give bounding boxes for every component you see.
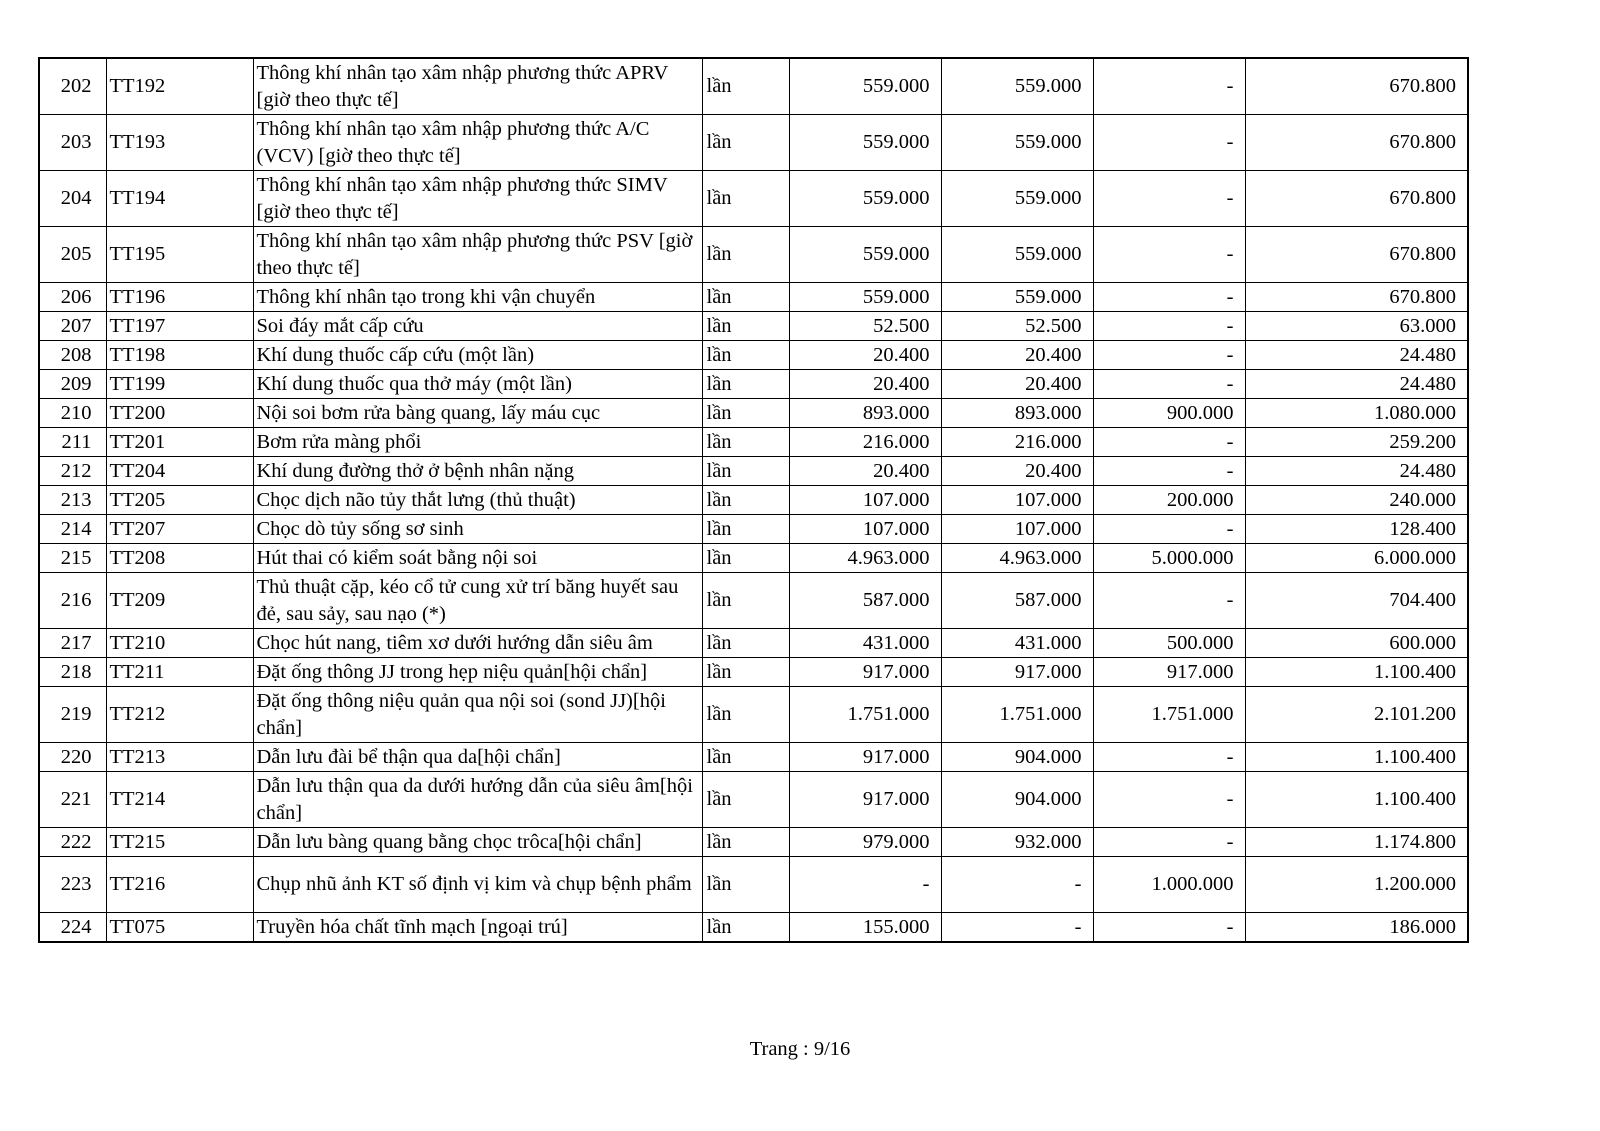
price-4-cell: 128.400 bbox=[1245, 515, 1468, 544]
price-2-cell: - bbox=[941, 913, 1093, 943]
price-4-cell: 240.000 bbox=[1245, 486, 1468, 515]
service-code-cell: TT208 bbox=[106, 544, 253, 573]
row-number-cell: 220 bbox=[39, 743, 106, 772]
unit-cell: lần bbox=[702, 828, 789, 857]
service-name-cell: Đặt ống thông JJ trong hẹp niệu quản[hội chẩn] bbox=[253, 658, 702, 687]
unit-cell: lần bbox=[702, 629, 789, 658]
price-4-cell: 670.800 bbox=[1245, 171, 1468, 227]
price-3-cell: 1.751.000 bbox=[1093, 687, 1245, 743]
price-3-cell: 1.000.000 bbox=[1093, 857, 1245, 913]
table-row bbox=[39, 341, 1468, 370]
service-code-cell: TT194 bbox=[106, 171, 253, 227]
table-row bbox=[39, 58, 1468, 115]
table-row bbox=[39, 573, 1468, 629]
price-4-cell: 1.100.400 bbox=[1245, 772, 1468, 828]
price-2-cell: - bbox=[941, 857, 1093, 913]
price-1-cell: 107.000 bbox=[789, 486, 941, 515]
price-4-cell: 670.800 bbox=[1245, 115, 1468, 171]
price-3-cell: 200.000 bbox=[1093, 486, 1245, 515]
table-row bbox=[39, 399, 1468, 428]
unit-cell: lần bbox=[702, 171, 789, 227]
service-name-cell: Thông khí nhân tạo xâm nhập phương thức APRV [giờ theo thực tế] bbox=[253, 58, 702, 115]
service-code-cell: TT211 bbox=[106, 658, 253, 687]
service-name-cell: Hút thai có kiểm soát bằng nội soi bbox=[253, 544, 702, 573]
row-number-cell: 213 bbox=[39, 486, 106, 515]
service-code-cell: TT212 bbox=[106, 687, 253, 743]
price-2-cell: 559.000 bbox=[941, 283, 1093, 312]
row-number-cell: 205 bbox=[39, 227, 106, 283]
service-code-cell: TT196 bbox=[106, 283, 253, 312]
table-row bbox=[39, 658, 1468, 687]
table-row bbox=[39, 115, 1468, 171]
unit-cell: lần bbox=[702, 283, 789, 312]
service-name-cell: Khí dung thuốc qua thở máy (một lần) bbox=[253, 370, 702, 399]
service-code-cell: TT213 bbox=[106, 743, 253, 772]
service-name-cell: Nội soi bơm rửa bàng quang, lấy máu cục bbox=[253, 399, 702, 428]
table-row bbox=[39, 544, 1468, 573]
unit-cell: lần bbox=[702, 515, 789, 544]
price-3-cell: - bbox=[1093, 772, 1245, 828]
unit-cell: lần bbox=[702, 227, 789, 283]
service-code-cell: TT195 bbox=[106, 227, 253, 283]
unit-cell: lần bbox=[702, 115, 789, 171]
price-2-cell: 20.400 bbox=[941, 370, 1093, 399]
unit-cell: lần bbox=[702, 743, 789, 772]
price-1-cell: 559.000 bbox=[789, 283, 941, 312]
price-1-cell: 20.400 bbox=[789, 341, 941, 370]
table-row bbox=[39, 687, 1468, 743]
service-name-cell: Dẫn lưu đài bể thận qua da[hội chẩn] bbox=[253, 743, 702, 772]
price-1-cell: 559.000 bbox=[789, 58, 941, 115]
row-number-cell: 211 bbox=[39, 428, 106, 457]
row-number-cell: 207 bbox=[39, 312, 106, 341]
price-4-cell: 1.080.000 bbox=[1245, 399, 1468, 428]
service-name-cell: Bơm rửa màng phổi bbox=[253, 428, 702, 457]
price-4-cell: 259.200 bbox=[1245, 428, 1468, 457]
price-3-cell: - bbox=[1093, 515, 1245, 544]
price-1-cell: 979.000 bbox=[789, 828, 941, 857]
price-1-cell: 893.000 bbox=[789, 399, 941, 428]
price-4-cell: 600.000 bbox=[1245, 629, 1468, 658]
price-3-cell: - bbox=[1093, 573, 1245, 629]
price-4-cell: 63.000 bbox=[1245, 312, 1468, 341]
service-code-cell: TT198 bbox=[106, 341, 253, 370]
table-row bbox=[39, 227, 1468, 283]
page-number: Trang : 9/16 bbox=[749, 1038, 851, 1060]
service-code-cell: TT200 bbox=[106, 399, 253, 428]
service-code-cell: TT197 bbox=[106, 312, 253, 341]
price-2-cell: 932.000 bbox=[941, 828, 1093, 857]
price-2-cell: 431.000 bbox=[941, 629, 1093, 658]
price-2-cell: 107.000 bbox=[941, 515, 1093, 544]
price-4-cell: 1.100.400 bbox=[1245, 743, 1468, 772]
price-3-cell: - bbox=[1093, 457, 1245, 486]
row-number-cell: 203 bbox=[39, 115, 106, 171]
service-name-cell: Thông khí nhân tạo xâm nhập phương thức A/C (VCV) [giờ theo thực tế] bbox=[253, 115, 702, 171]
price-3-cell: - bbox=[1093, 913, 1245, 943]
price-2-cell: 559.000 bbox=[941, 58, 1093, 115]
price-1-cell: 917.000 bbox=[789, 743, 941, 772]
table-row bbox=[39, 743, 1468, 772]
price-4-cell: 1.100.400 bbox=[1245, 658, 1468, 687]
price-3-cell: - bbox=[1093, 743, 1245, 772]
price-3-cell: 900.000 bbox=[1093, 399, 1245, 428]
service-code-cell: TT210 bbox=[106, 629, 253, 658]
service-name-cell: Thông khí nhân tạo xâm nhập phương thức PSV [giờ theo thực tế] bbox=[253, 227, 702, 283]
row-number-cell: 215 bbox=[39, 544, 106, 573]
price-4-cell: 24.480 bbox=[1245, 457, 1468, 486]
price-3-cell: 500.000 bbox=[1093, 629, 1245, 658]
price-4-cell: 24.480 bbox=[1245, 341, 1468, 370]
price-1-cell: 107.000 bbox=[789, 515, 941, 544]
unit-cell: lần bbox=[702, 857, 789, 913]
service-name-cell: Thông khí nhân tạo trong khi vận chuyển bbox=[253, 283, 702, 312]
price-1-cell: 52.500 bbox=[789, 312, 941, 341]
service-name-cell: Khí dung thuốc cấp cứu (một lần) bbox=[253, 341, 702, 370]
price-3-cell: 5.000.000 bbox=[1093, 544, 1245, 573]
table-row bbox=[39, 428, 1468, 457]
unit-cell: lần bbox=[702, 913, 789, 943]
unit-cell: lần bbox=[702, 658, 789, 687]
price-3-cell: - bbox=[1093, 283, 1245, 312]
price-3-cell: - bbox=[1093, 115, 1245, 171]
service-name-cell: Truyền hóa chất tĩnh mạch [ngoại trú] bbox=[253, 913, 702, 943]
price-3-cell: - bbox=[1093, 828, 1245, 857]
table-row bbox=[39, 913, 1468, 943]
service-code-cell: TT209 bbox=[106, 573, 253, 629]
service-name-cell: Chọc dò tủy sống sơ sinh bbox=[253, 515, 702, 544]
table-row bbox=[39, 515, 1468, 544]
row-number-cell: 212 bbox=[39, 457, 106, 486]
table-body bbox=[39, 58, 1468, 942]
service-name-cell: Dẫn lưu thận qua da dưới hướng dẫn của siêu âm[hội chẩn] bbox=[253, 772, 702, 828]
service-name-cell: Thông khí nhân tạo xâm nhập phương thức SIMV [giờ theo thực tế] bbox=[253, 171, 702, 227]
price-1-cell: 20.400 bbox=[789, 457, 941, 486]
price-3-cell: - bbox=[1093, 370, 1245, 399]
table-row bbox=[39, 457, 1468, 486]
unit-cell: lần bbox=[702, 370, 789, 399]
unit-cell: lần bbox=[702, 312, 789, 341]
service-code-cell: TT214 bbox=[106, 772, 253, 828]
price-1-cell: 4.963.000 bbox=[789, 544, 941, 573]
table-row bbox=[39, 629, 1468, 658]
price-4-cell: 186.000 bbox=[1245, 913, 1468, 943]
row-number-cell: 222 bbox=[39, 828, 106, 857]
price-4-cell: 670.800 bbox=[1245, 227, 1468, 283]
service-name-cell: Chọc hút nang, tiêm xơ dưới hướng dẫn siêu âm bbox=[253, 629, 702, 658]
price-2-cell: 587.000 bbox=[941, 573, 1093, 629]
price-4-cell: 670.800 bbox=[1245, 283, 1468, 312]
row-number-cell: 202 bbox=[39, 58, 106, 115]
unit-cell: lần bbox=[702, 544, 789, 573]
price-2-cell: 559.000 bbox=[941, 115, 1093, 171]
price-2-cell: 893.000 bbox=[941, 399, 1093, 428]
service-code-cell: TT215 bbox=[106, 828, 253, 857]
price-1-cell: 216.000 bbox=[789, 428, 941, 457]
service-code-cell: TT193 bbox=[106, 115, 253, 171]
price-3-cell: - bbox=[1093, 171, 1245, 227]
price-1-cell: 1.751.000 bbox=[789, 687, 941, 743]
table-row bbox=[39, 772, 1468, 828]
row-number-cell: 223 bbox=[39, 857, 106, 913]
table-row bbox=[39, 486, 1468, 515]
service-name-cell: Khí dung đường thở ở bệnh nhân nặng bbox=[253, 457, 702, 486]
table-row bbox=[39, 857, 1468, 913]
service-code-cell: TT201 bbox=[106, 428, 253, 457]
price-3-cell: - bbox=[1093, 227, 1245, 283]
price-2-cell: 52.500 bbox=[941, 312, 1093, 341]
price-2-cell: 20.400 bbox=[941, 457, 1093, 486]
price-3-cell: - bbox=[1093, 58, 1245, 115]
price-4-cell: 670.800 bbox=[1245, 58, 1468, 115]
service-name-cell: Dẫn lưu bàng quang bằng chọc trôca[hội chẩn] bbox=[253, 828, 702, 857]
price-1-cell: 559.000 bbox=[789, 171, 941, 227]
price-1-cell: - bbox=[789, 857, 941, 913]
price-1-cell: 431.000 bbox=[789, 629, 941, 658]
unit-cell: lần bbox=[702, 341, 789, 370]
row-number-cell: 217 bbox=[39, 629, 106, 658]
price-2-cell: 107.000 bbox=[941, 486, 1093, 515]
service-code-cell: TT075 bbox=[106, 913, 253, 943]
row-number-cell: 204 bbox=[39, 171, 106, 227]
service-code-cell: TT192 bbox=[106, 58, 253, 115]
price-3-cell: - bbox=[1093, 312, 1245, 341]
price-3-cell: - bbox=[1093, 428, 1245, 457]
price-4-cell: 2.101.200 bbox=[1245, 687, 1468, 743]
row-number-cell: 206 bbox=[39, 283, 106, 312]
service-price-table bbox=[38, 57, 1469, 943]
price-2-cell: 1.751.000 bbox=[941, 687, 1093, 743]
price-2-cell: 216.000 bbox=[941, 428, 1093, 457]
service-name-cell: Đặt ống thông niệu quản qua nội soi (sond JJ)[hội chẩn] bbox=[253, 687, 702, 743]
service-name-cell: Thủ thuật cặp, kéo cổ tử cung xử trí băng huyết sau đẻ, sau sảy, sau nạo (*) bbox=[253, 573, 702, 629]
price-1-cell: 587.000 bbox=[789, 573, 941, 629]
price-1-cell: 917.000 bbox=[789, 658, 941, 687]
price-2-cell: 904.000 bbox=[941, 743, 1093, 772]
row-number-cell: 214 bbox=[39, 515, 106, 544]
price-1-cell: 559.000 bbox=[789, 115, 941, 171]
service-name-cell: Chụp nhũ ảnh KT số định vị kim và chụp bệnh phẩm bbox=[253, 857, 702, 913]
price-2-cell: 4.963.000 bbox=[941, 544, 1093, 573]
row-number-cell: 210 bbox=[39, 399, 106, 428]
price-3-cell: - bbox=[1093, 341, 1245, 370]
unit-cell: lần bbox=[702, 457, 789, 486]
row-number-cell: 208 bbox=[39, 341, 106, 370]
service-name-cell: Chọc dịch não tủy thắt lưng (thủ thuật) bbox=[253, 486, 702, 515]
service-code-cell: TT216 bbox=[106, 857, 253, 913]
table-row bbox=[39, 828, 1468, 857]
price-2-cell: 917.000 bbox=[941, 658, 1093, 687]
row-number-cell: 224 bbox=[39, 913, 106, 943]
price-2-cell: 559.000 bbox=[941, 227, 1093, 283]
table-row bbox=[39, 171, 1468, 227]
row-number-cell: 209 bbox=[39, 370, 106, 399]
price-1-cell: 20.400 bbox=[789, 370, 941, 399]
price-4-cell: 1.200.000 bbox=[1245, 857, 1468, 913]
row-number-cell: 218 bbox=[39, 658, 106, 687]
row-number-cell: 219 bbox=[39, 687, 106, 743]
price-4-cell: 6.000.000 bbox=[1245, 544, 1468, 573]
unit-cell: lần bbox=[702, 399, 789, 428]
price-2-cell: 559.000 bbox=[941, 171, 1093, 227]
service-code-cell: TT199 bbox=[106, 370, 253, 399]
unit-cell: lần bbox=[702, 428, 789, 457]
service-code-cell: TT207 bbox=[106, 515, 253, 544]
unit-cell: lần bbox=[702, 486, 789, 515]
price-2-cell: 20.400 bbox=[941, 341, 1093, 370]
table-row bbox=[39, 283, 1468, 312]
unit-cell: lần bbox=[702, 687, 789, 743]
table-row bbox=[39, 370, 1468, 399]
price-3-cell: 917.000 bbox=[1093, 658, 1245, 687]
unit-cell: lần bbox=[702, 58, 789, 115]
service-name-cell: Soi đáy mắt cấp cứu bbox=[253, 312, 702, 341]
price-1-cell: 917.000 bbox=[789, 772, 941, 828]
price-1-cell: 559.000 bbox=[789, 227, 941, 283]
price-4-cell: 1.174.800 bbox=[1245, 828, 1468, 857]
unit-cell: lần bbox=[702, 573, 789, 629]
price-2-cell: 904.000 bbox=[941, 772, 1093, 828]
price-1-cell: 155.000 bbox=[789, 913, 941, 943]
price-4-cell: 704.400 bbox=[1245, 573, 1468, 629]
row-number-cell: 221 bbox=[39, 772, 106, 828]
row-number-cell: 216 bbox=[39, 573, 106, 629]
service-code-cell: TT204 bbox=[106, 457, 253, 486]
service-code-cell: TT205 bbox=[106, 486, 253, 515]
table-row bbox=[39, 312, 1468, 341]
price-4-cell: 24.480 bbox=[1245, 370, 1468, 399]
unit-cell: lần bbox=[702, 772, 789, 828]
